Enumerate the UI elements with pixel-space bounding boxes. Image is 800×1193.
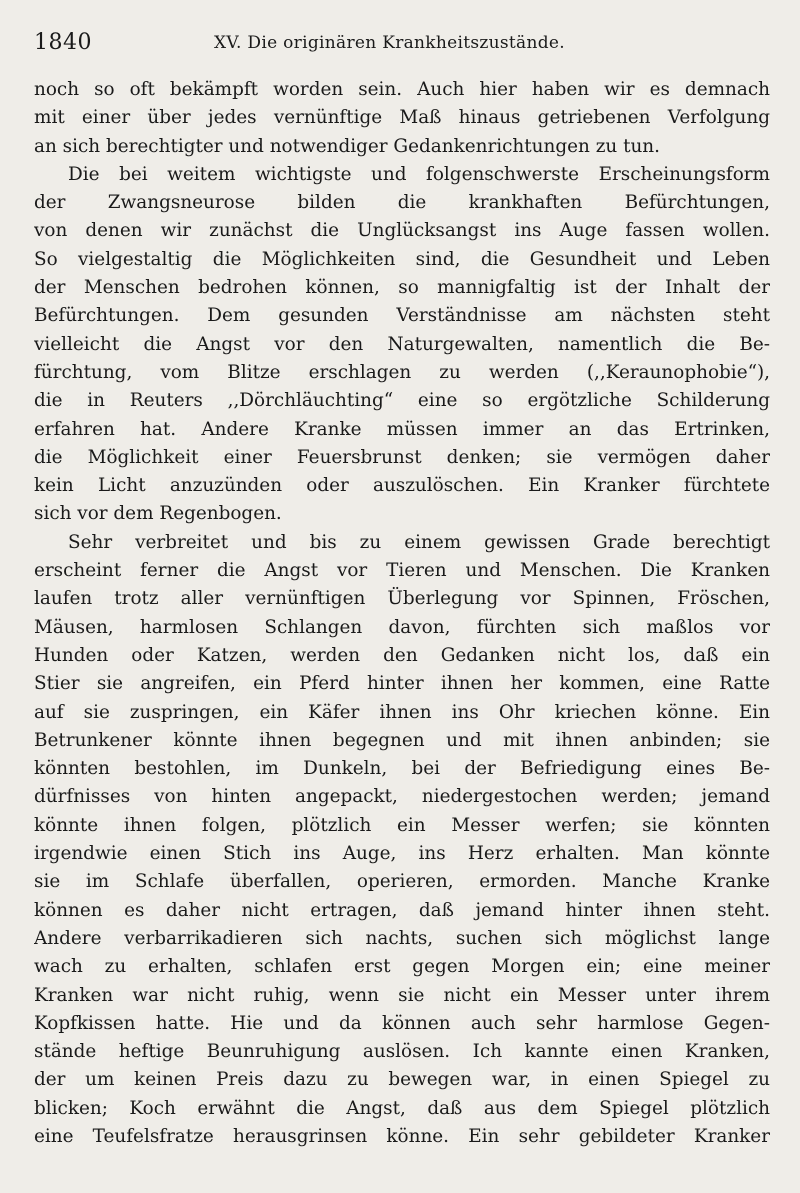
text-line: können es daher nicht ertragen, daß jemand hinter ihnen steht. — [34, 899, 770, 921]
text-line: So vielgestaltig die Möglichkeiten sind, die Gesundheit und Leben — [34, 248, 770, 270]
text-line: könnte ihnen folgen, plötzlich ein Messer werfen; sie könnten — [34, 814, 770, 836]
text-line: erfahren hat. Andere Kranke müssen immer an das Ertrinken, — [34, 418, 770, 440]
text-line: dürfnisses von hinten angepackt, niedergestochen werden; jemand — [34, 786, 770, 808]
text-line: Stier sie angreifen, ein Pferd hinter ihnen her kommen, eine Ratte — [34, 673, 770, 695]
text-line: an sich berechtigter und notwendiger Gedankenrichtungen zu tun. — [34, 135, 661, 157]
text-line: fürchtung, vom Blitze erschlagen zu werden (,,Keraunophobie“), — [34, 361, 770, 383]
text-line: Betrunkener könnte ihnen begegnen und mit ihnen anbinden; sie — [34, 729, 770, 751]
text-line: mit einer über jedes vernünftige Maß hinaus getriebenen Verfolgung — [34, 107, 770, 129]
text-line: irgendwie einen Stich ins Auge, ins Herz erhalten. Man könnte — [34, 843, 770, 865]
text-line: von denen wir zunächst die Unglücksangst ins Auge fassen wollen. — [34, 220, 770, 242]
text-line: sie im Schlafe überfallen, operieren, ermorden. Manche Kranke — [34, 871, 770, 893]
text-line: Kopfkissen hatte. Hie und da können auch sehr harmlose Gegen- — [34, 1012, 770, 1034]
running-title: XV. Die originären Krankheitszustände. — [214, 33, 565, 53]
text-line: Kranken war nicht ruhig, wenn sie nicht ein Messer unter ihrem — [34, 984, 770, 1006]
body-text — [34, 76, 770, 1151]
text-line: Befürchtungen. Dem gesunden Verständnisse am nächsten steht — [34, 305, 770, 327]
text-line: noch so oft bekämpft worden sein. Auch hier haben wir es demnach — [34, 79, 770, 100]
page-header — [34, 30, 770, 60]
text-line: erscheint ferner die Angst vor Tieren und Menschen. Die Kranken — [34, 560, 770, 582]
text-line: eine Teufelsfratze herausgrinsen könne. Ein sehr gebildeter Kranker — [34, 1125, 770, 1147]
text-line: Die bei weitem wichtigste und folgenschwerste Erscheinungsform — [68, 163, 770, 185]
text-line: blicken; Koch erwähnt die Angst, daß aus dem Spiegel plötzlich — [34, 1097, 770, 1119]
text-line: der um keinen Preis dazu zu bewegen war, in einen Spiegel zu — [34, 1069, 770, 1091]
text-line: auf sie zuspringen, ein Käfer ihnen ins Ohr kriechen könne. Ein — [34, 701, 770, 723]
text-line: sich vor dem Regenbogen. — [34, 503, 282, 525]
text-line: Mäusen, harmlosen Schlangen davon, fürchten sich maßlos vor — [34, 616, 770, 638]
text-line: die Möglichkeit einer Feuersbrunst denken; sie vermögen daher — [34, 446, 770, 468]
text-line: laufen trotz aller vernünftigen Überlegung vor Spinnen, Fröschen, — [34, 588, 770, 610]
text-line: der Zwangsneurose bilden die krankhaften Befürchtungen, — [34, 192, 770, 214]
text-line: die in Reuters ,,Dörchläuchting“ eine so ergötzliche Schilderung — [34, 390, 770, 412]
page-number: 1840 — [34, 30, 92, 55]
text-line: vielleicht die Angst vor den Naturgewalten, namentlich die Be- — [34, 333, 770, 355]
text-line: könnten bestohlen, im Dunkeln, bei der Befriedigung eines Be- — [34, 758, 770, 780]
text-line: kein Licht anzuzünden oder auszulöschen. Ein Kranker fürchtete — [34, 475, 770, 497]
text-line: wach zu erhalten, schlafen erst gegen Morgen ein; eine meiner — [34, 956, 770, 978]
text-line: Sehr verbreitet und bis zu einem gewissen Grade berechtigt — [68, 531, 770, 553]
text-line: Hunden oder Katzen, werden den Gedanken nicht los, daß ein — [34, 644, 770, 666]
text-line: der Menschen bedrohen können, so mannigfaltig ist der Inhalt der — [34, 277, 770, 299]
text-line: stände heftige Beunruhigung auslösen. Ich kannte einen Kranken, — [34, 1041, 770, 1063]
text-line: Andere verbarrikadieren sich nachts, suchen sich möglichst lange — [34, 927, 770, 949]
